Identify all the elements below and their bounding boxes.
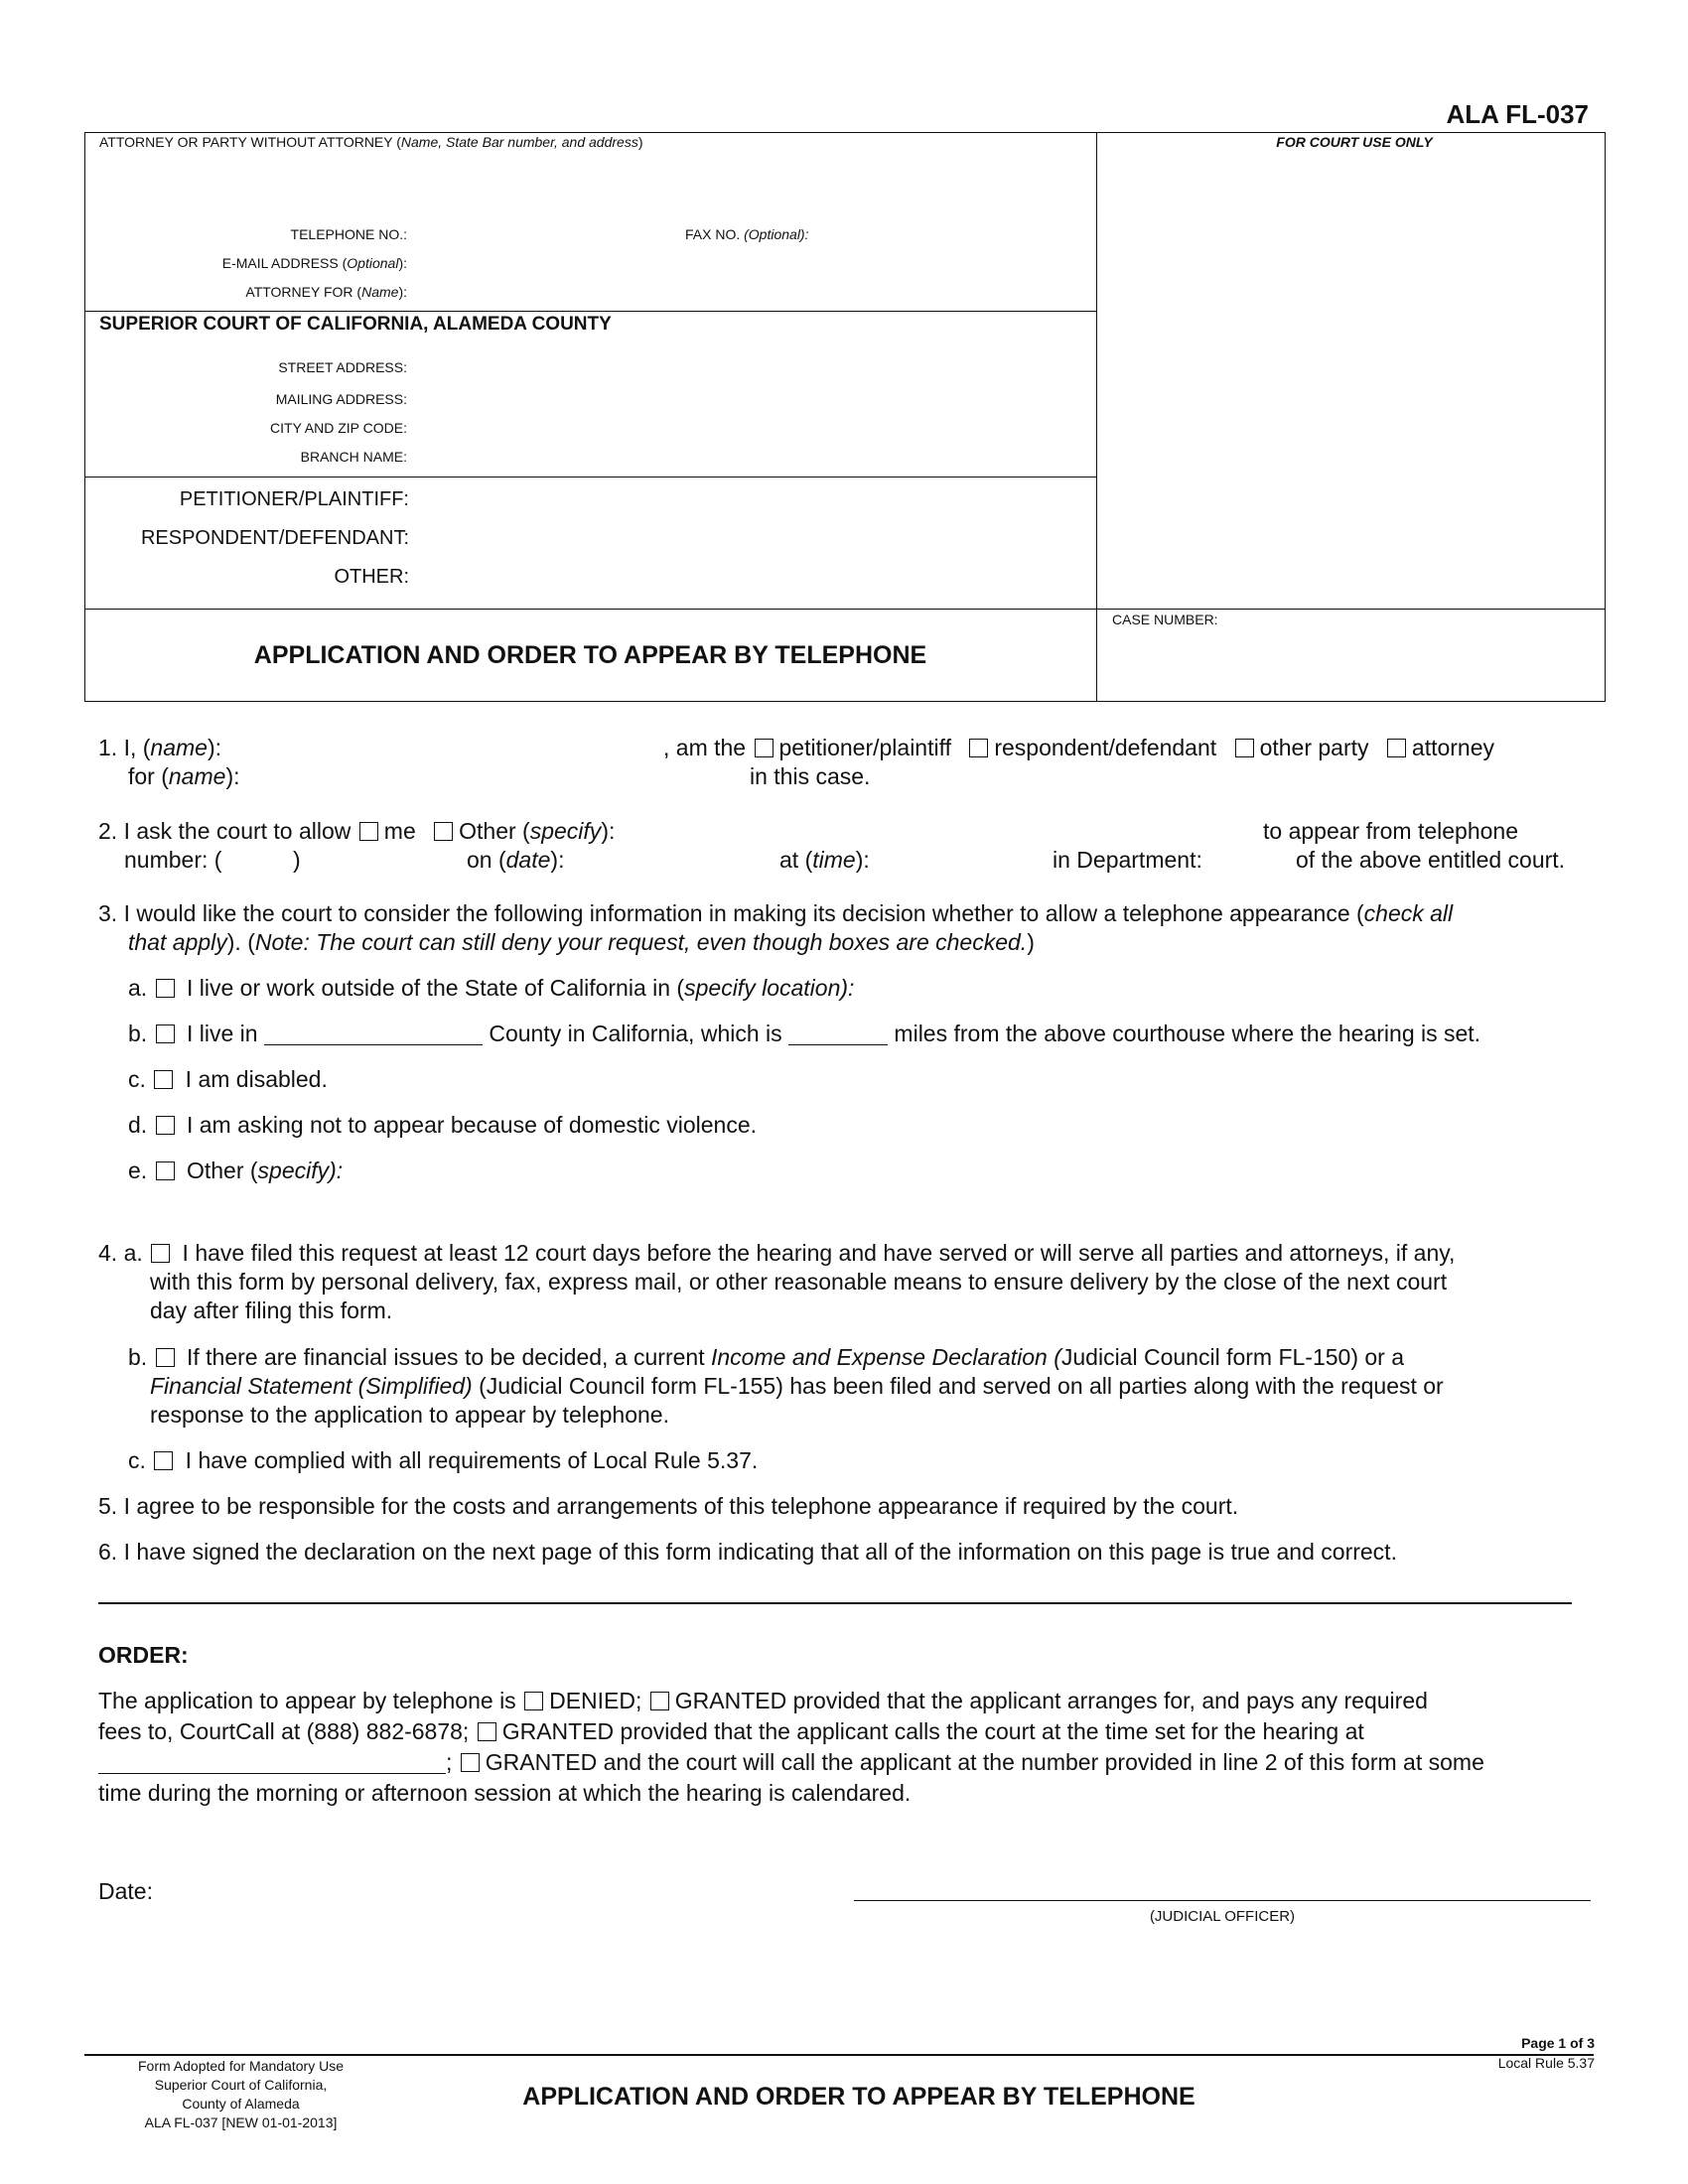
case-number-field[interactable]	[1112, 635, 1589, 685]
header-divider	[1096, 132, 1097, 702]
fax-label: FAX NO. (Optional):	[685, 226, 809, 242]
signature-line[interactable]	[854, 1900, 1591, 1901]
checkbox-petitioner[interactable]	[755, 739, 774, 757]
city-label: CITY AND ZIP CODE:	[270, 420, 407, 436]
page-number: Page 1 of 3	[1521, 2035, 1595, 2051]
item-6: 6. I have signed the declaration on the next page of this form indicating that all of the information on this page is true and correct.	[98, 1539, 1397, 1565]
item-2-time: at (time):	[779, 847, 870, 873]
item-2-court: of the above entitled court.	[1296, 847, 1566, 873]
date-field[interactable]	[169, 1874, 467, 1900]
checkbox-attorney[interactable]	[1387, 739, 1406, 757]
order-line-4: time during the morning or afternoon session at which the hearing is calendared.	[98, 1780, 912, 1806]
telephone-label: TELEPHONE NO.:	[290, 226, 407, 242]
email-field[interactable]	[412, 252, 1087, 274]
item-3e: e. Other (specify):	[128, 1158, 344, 1183]
item-3-line-2: that apply). (Note: The court can still deny your request, even though boxes are checked.)	[128, 929, 1035, 955]
branch-label: BRANCH NAME:	[300, 449, 407, 465]
checkbox-granted-court-calls[interactable]	[461, 1753, 480, 1772]
item-3-line-1: 3. I would like the court to consider the following information in making its decision whether to allow a telephone appearance (check all	[98, 900, 1454, 926]
form-id: ALA FL-037	[1446, 99, 1589, 129]
order-line-3: ; GRANTED and the court will call the applicant at the number provided in line 2 of this form at some	[98, 1747, 1484, 1777]
item-2-appear: to appear from telephone	[1263, 818, 1519, 844]
checkbox-granted-call-court[interactable]	[478, 1722, 496, 1741]
item-3a: a. I live or work outside of the State of California in (specify location):	[128, 975, 855, 1001]
item-3b: b. I live in County in California, which is miles from the above courthouse where the hearing is set.	[128, 1021, 1481, 1046]
checkbox-4a[interactable]	[151, 1244, 170, 1263]
checkbox-3a[interactable]	[156, 979, 175, 998]
checkbox-4c[interactable]	[154, 1451, 173, 1470]
item-4b: b. If there are financial issues to be decided, a current Income and Expense Declaration (Judicial Council form FL-150) or a	[128, 1344, 1405, 1370]
item-2-date: on (date):	[467, 847, 565, 873]
date-label: Date:	[98, 1878, 153, 1904]
item-2-department: in Department:	[1053, 847, 1202, 873]
order-heading: ORDER:	[98, 1642, 189, 1668]
court-name: SUPERIOR COURT OF CALIFORNIA, ALAMEDA COUNTY	[99, 314, 612, 335]
local-rule: Local Rule 5.37	[1497, 2055, 1595, 2071]
checkbox-3d[interactable]	[156, 1116, 175, 1135]
street-label: STREET ADDRESS:	[278, 359, 407, 375]
item-1-case: in this case.	[750, 763, 871, 789]
attorney-label: ATTORNEY OR PARTY WITHOUT ATTORNEY (Name, State Bar number, and address)	[99, 134, 643, 150]
attorney-for-label: ATTORNEY FOR (Name):	[245, 284, 407, 300]
item-3c: c. I am disabled.	[128, 1066, 328, 1092]
form-title: APPLICATION AND ORDER TO APPEAR BY TELEPHONE	[253, 641, 927, 669]
item-4a: 4. a. I have filed this request at least 12 court days before the hearing and have served or will serve all parties and attorneys, if any,	[98, 1240, 1456, 1266]
item-1-line-1: 1. I, (name):	[98, 735, 222, 760]
checkbox-4b[interactable]	[156, 1348, 175, 1367]
other-label: OTHER:	[334, 566, 409, 588]
adopted-info: Form Adopted for Mandatory Use Superior Court of California, County of Alameda ALA FL-037 [NEW 01-01-2013]	[138, 2058, 344, 2130]
checkbox-other-person[interactable]	[434, 822, 453, 841]
checkbox-respondent[interactable]	[969, 739, 988, 757]
miles-blank[interactable]	[788, 1023, 888, 1045]
footer-title: APPLICATION AND ORDER TO APPEAR BY TELEPHONE	[522, 2083, 1196, 2111]
checkbox-3e[interactable]	[156, 1161, 175, 1180]
item-2-line-1: 2. I ask the court to allow me Other (specify):	[98, 818, 616, 844]
item-2-number: number: (	[124, 847, 222, 873]
checkbox-other-party[interactable]	[1235, 739, 1254, 757]
header-box	[84, 132, 1606, 702]
telephone-field[interactable]	[412, 223, 680, 245]
item-1-roles: , am the petitioner/plaintiff respondent/defendant other party attorney	[663, 735, 1495, 760]
court-use-label: FOR COURT USE ONLY	[1276, 134, 1433, 150]
item-4c: c. I have complied with all requirements of Local Rule 5.37.	[128, 1447, 759, 1473]
hearing-phone-blank[interactable]	[98, 1751, 446, 1774]
petitioner-label: PETITIONER/PLAINTIFF:	[179, 488, 409, 510]
case-number-label: CASE NUMBER:	[1112, 612, 1218, 627]
item-5: 5. I agree to be responsible for the costs and arrangements of this telephone appearance if required by the court.	[98, 1493, 1239, 1519]
fax-field[interactable]	[839, 223, 1087, 245]
county-blank[interactable]	[264, 1023, 483, 1045]
checkbox-granted-courtcall[interactable]	[650, 1692, 669, 1710]
respondent-label: RESPONDENT/DEFENDANT:	[140, 527, 409, 549]
attorney-for-field[interactable]	[412, 281, 1087, 303]
checkbox-3c[interactable]	[154, 1070, 173, 1089]
mailing-label: MAILING ADDRESS:	[275, 391, 407, 407]
section-divider	[98, 1602, 1572, 1604]
order-line-2: fees to, CourtCall at (888) 882-6878; GRANTED provided that the applicant calls the court at the time set for the hearing at	[98, 1718, 1364, 1744]
judicial-officer-label: (JUDICIAL OFFICER)	[1149, 1908, 1296, 1925]
item-1-line-2: for (name):	[128, 763, 240, 789]
checkbox-denied[interactable]	[524, 1692, 543, 1710]
email-label: E-MAIL ADDRESS (Optional):	[221, 255, 407, 271]
checkbox-3b[interactable]	[156, 1024, 175, 1043]
order-line-1: The application to appear by telephone is DENIED; GRANTED provided that the applicant arranges for, and pays any required	[98, 1688, 1428, 1713]
item-3d: d. I am asking not to appear because of domestic violence.	[128, 1112, 758, 1138]
checkbox-me[interactable]	[359, 822, 378, 841]
